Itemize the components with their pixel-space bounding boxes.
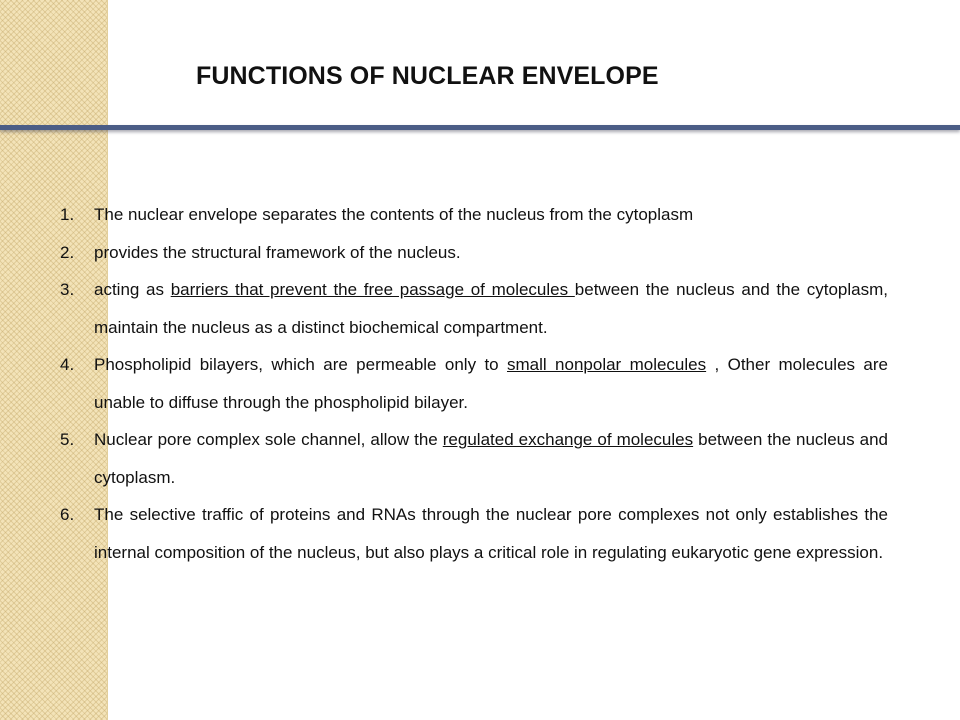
item-text: Nuclear pore complex sole channel, allow the [94,430,443,449]
list-item [60,421,888,496]
slide-title: FUNCTIONS OF NUCLEAR ENVELOPE [196,62,659,90]
item-number: 1. [60,205,75,224]
item-text: acting as [94,280,171,299]
underlined-phrase: small nonpolar molecules [507,355,707,374]
underlined-phrase: barriers that prevent the free passage of molecules [170,280,575,299]
list-item [60,196,888,234]
item-text: between the nucleus and the cytoplasm, maintain the nucleus as a distinct biochemical compartment. [94,280,888,337]
list-item [60,234,888,272]
item-number: 5. [60,430,75,449]
item-number: 6. [60,505,75,524]
item-text: The nuclear envelope separates the contents of the nucleus from the cytoplasm [94,205,694,224]
item-text: , Other molecules are unable to diffuse through the phospholipid bilayer. [94,355,888,412]
functions-list [60,196,888,571]
underlined-phrase: regulated exchange of molecules [442,430,694,449]
list-item [60,496,888,571]
item-text: provides the structural framework of the nucleus. [94,242,461,262]
item-text: The selective traffic of proteins and RNAs through the nuclear pore complexes not only establishes the internal composition of the nucleus, but also plays a critical role in regulating eukaryotic gene expression. [94,505,888,562]
item-text: between the nucleus and cytoplasm. [94,430,888,487]
title-divider [0,125,960,130]
list-item [60,346,888,421]
item-number: 3. [60,280,75,299]
item-number: 4. [60,355,75,374]
list-item [60,271,888,346]
item-number: 2. [60,242,75,262]
item-text: Phospholipid bilayers, which are permeable only to [94,355,507,374]
